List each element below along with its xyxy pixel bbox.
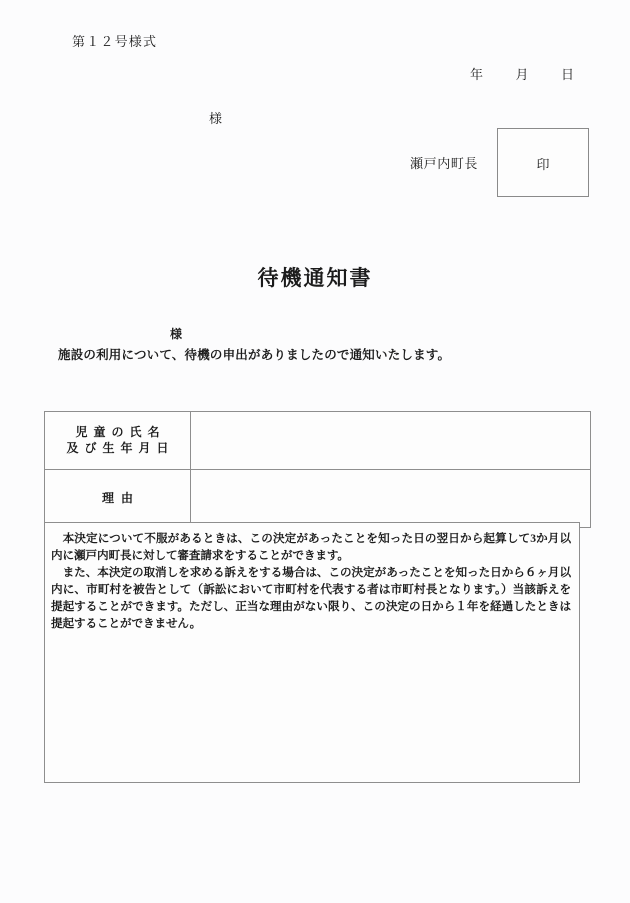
date-year-label: 年 [470,67,484,82]
info-table [44,411,591,528]
table-row [45,470,591,528]
child-name-label-cell [45,412,191,470]
form-number: 第１２号様式 [72,34,158,49]
child-name-label-line2: 及び生年月日 [66,440,175,455]
seal-box [497,128,589,197]
reason-value-cell[interactable] [191,470,591,528]
notice-paragraph-1: 本決定について不服があるときは、この決定があったことを知った日の翌日から起算して3か月以内に瀬戸内町長に対して審査請求をすることができます。 [51,532,571,562]
intro-text: 施設の利用について、待機の申出がありましたので通知いたします。 [58,348,451,362]
child-name-value-cell[interactable] [191,412,591,470]
date-day-label: 日 [561,67,575,82]
issuer-name: 瀬戸内町長 [410,156,479,171]
date-line [470,64,574,83]
addressee-top-honorific: 様 [209,111,223,126]
notice-box [44,522,580,783]
date-month-label: 月 [515,67,529,82]
reason-label-cell [45,470,191,528]
reason-label: 理由 [101,490,140,505]
table-row [45,412,591,470]
notice-paragraph-2: また、本決定の取消しを求める訴えをする場合は、この決定があったことを知った日から６ヶ月以内に、市町村を被告として（訴訟において市町村を代表する者は市町村長となります。）当該訴えを提起することができます。ただし、正当な理由がない限り、この決定の日から１年を経過したときは提起することができません。 [51,565,571,630]
addressee-mid-honorific: 様 [170,327,183,341]
seal-label: 印 [536,157,550,172]
child-name-label-line1: 児童の氏名 [75,425,166,440]
document-title: 待機通知書 [257,266,373,290]
